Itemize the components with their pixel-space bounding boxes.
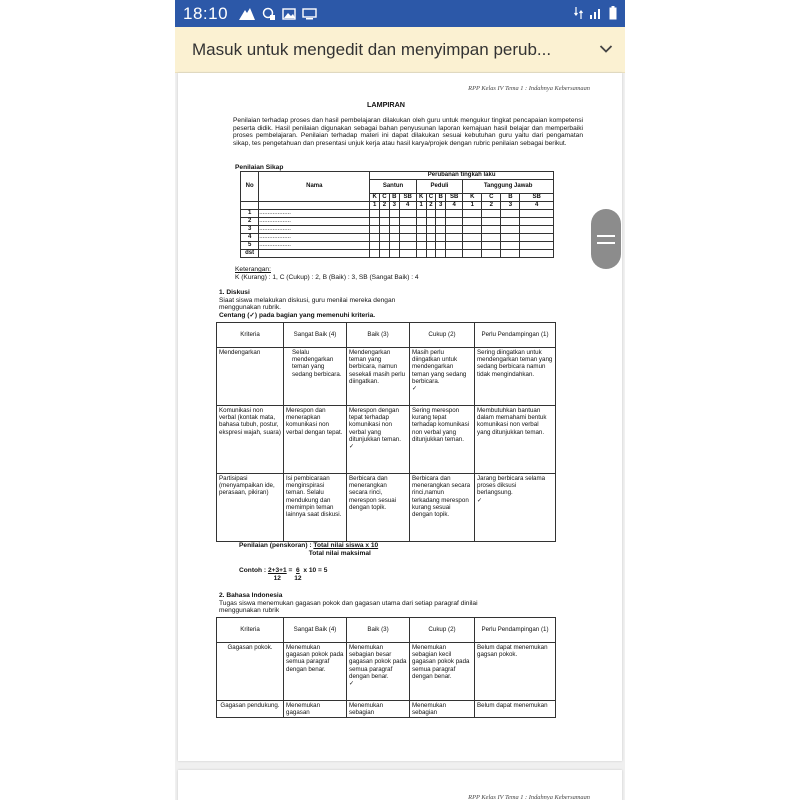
diskusi-heading: 1. Diskusi xyxy=(219,289,250,296)
phone-screen xyxy=(175,0,625,800)
check-mark: ✓ xyxy=(477,496,483,504)
num: 4 xyxy=(520,202,554,210)
col-nama: Nama xyxy=(259,172,370,202)
bahasa-desc: Tugas siswa menemukan gagasan pokok dan gagasan utama dari setiap paragraf dinilai menggunakan rubrik xyxy=(219,599,478,615)
bahasa-section xyxy=(219,592,489,615)
group-santun: Santun xyxy=(370,180,416,194)
table-row: Partisipasi (menyampaikan ide, perasaan, pikiran) Isi pembicaraan menginspirasi teman. Selalu mendukung dan memimpin teman lainnya saat diskusi. Berbicara dan menerangkan secara rinci, merespon sesuai dengan topik. Berbicara dan menerangkan secara rinci,namun terkadang merespon kurang sesuai dengan topik. Jarang berbicara selama proses diksusi berlangsung. ✓ xyxy=(217,474,556,542)
table-row: Mendengarkan Selalu mendengarkan teman yang sedang berbicara. Mendengarkan teman yang berbicara, namun sesekali masih perlu diingatkan. Masih perlu diingatkan untuk mendengarkan teman yang sedang berbicara. ✓ Sering diingatkan untuk mendengarkan teman yang sedang berbicara namun tidak mengindahkan. xyxy=(217,348,556,406)
table-row: Gagasan pokok. Menemukan gagasan pokok pada semua paragraf dengan benar. Menemukan sebagian besar gagasan pokok pada semua paragraf dengan benar. ✓ Menemukan sebagian kecil gagasan pokok pada semua paragraf dengan benar. Belum dapat menemukan gagsan pokok. xyxy=(217,643,556,701)
num: 3 xyxy=(436,202,446,210)
sikap-table xyxy=(240,171,554,258)
status-time: 18:10 xyxy=(183,3,229,23)
vpn-icon xyxy=(262,7,276,21)
col-perubahan: Perubanan tingkah laku xyxy=(370,172,554,180)
letter-b: B xyxy=(436,194,446,202)
num: 2 xyxy=(426,202,436,210)
table-row: 3 ................... xyxy=(241,226,554,234)
status-bar xyxy=(175,0,625,27)
num: 4 xyxy=(399,202,416,210)
signal-icon xyxy=(589,7,603,21)
right-margin xyxy=(625,0,800,800)
cast-icon xyxy=(302,8,317,20)
num: 1 xyxy=(463,202,482,210)
diskusi-rubric-table: Kriteria Sangat Baik (4) Baik (3) Cukup (2) Perlu Pendampingan (1) Mendengarkan Selalu mendengarkan teman yang sedang berbicara. Mendengarkan teman yang berbicara, namun sesekali masih perlu diingatkan. Masih perlu diingatkan untuk mendengarkan teman yang sedang berbicara. ✓ Sering diingatkan untuk mendengarkan teman yang sedang berbicara namun tidak mengindahkan. Komunikasi non verbal (kontak mata, bahasa tubuh, postur, ekspresi wajah, suara) Merespon dan menerapkan komunikasi non verbal dengan tepat. Merespon dengan tepat terhadap komunikasi non verbal yang ditunjukkan teman. ✓ Sering merespon kurang tepat terhadap komunikasi non verbal yang ditunjukkan teman. Membutuhkan bantuan dalam memahami bentuk komunikasi non verbal yang ditunjukkan teman. Partisipasi (menyampaikan ide, perasaan, pikiran) Isi pembicaraan menginspirasi teman. Selalu mendukung dan memimpin teman lainnya saat diskusi. Berbicara dan menerangkan secara rinci, merespon sesuai dengan topik. Berbicara dan menerangkan secara rinci,namun terkadang merespon kurang sesuai dengan topik. Jarang berbicara selama proses diksusi berlangsung. ✓ xyxy=(216,322,556,542)
num: 1 xyxy=(416,202,426,210)
bahasa-rubric-table: Kriteria Sangat Baik (4) Baik (3) Cukup (2) Perlu Pendampingan (1) Gagasan pokok. Menemukan gagasan pokok pada semua paragraf dengan benar. Menemukan sebagian besar gagasan pokok pada semua paragraf dengan benar. ✓ Menemukan sebagian kecil gagasan pokok pada semua paragraf dengan benar. Belum dapat menemukan gagsan pokok. Gagasan pendukung. Menemukan gagasan Menemukan sebagian Menemukan sebagian Belum dapat menemukan xyxy=(216,617,556,718)
letter-k: K xyxy=(463,194,482,202)
letter-c: C xyxy=(426,194,436,202)
intro-paragraph: Penilaian terhadap proses dan hasil pembelajaran dilakukan oleh guru untuk mengukur tingkat pencapaian kompetensi peserta didik. Hasil penilaian digunakan sebagai bahan penyusunan laporan kemajuan hasil belajar dan memperbaiki proses pembelajaran. Penilaian terhadap materi ini dapat dilakukan sesuai kebutuhan guru yaitu dari pengamatan sikap, tes pengetahuan dan presentasi unjuk kerja atau hasil karya/projek dengan rubric penilaian sebagai berikut. xyxy=(233,117,583,147)
document-page-2 xyxy=(178,770,622,800)
diskusi-desc: Siaat siswa melakukan diskusi, guru menilai mereka dengan menggunakan rubrik. xyxy=(219,296,396,312)
scroll-handle[interactable] xyxy=(591,209,621,269)
left-margin xyxy=(0,0,175,800)
check-mark: ✓ xyxy=(349,442,355,450)
page-header: RPP Kelas IV Tema 1 : Indahnya Kebersamaan xyxy=(468,794,590,800)
banner-text: Masuk untuk mengedit dan menyimpan perub... xyxy=(192,39,552,59)
table-row: Komunikasi non verbal (kontak mata, bahasa tubuh, postur, ekspresi wajah, suara) Merespon dan menerapkan komunikasi non verbal dengan tepat. Merespon dengan tepat terhadap komunikasi non verbal yang ditunjukkan teman. ✓ Sering merespon kurang tepat terhadap komunikasi non verbal yang ditunjukkan teman. Membutuhkan bantuan dalam memahami bentuk komunikasi non verbal yang ditunjukkan teman. xyxy=(217,406,556,474)
keterangan xyxy=(235,266,419,281)
battery-icon xyxy=(609,6,617,22)
notification-icon xyxy=(238,7,256,21)
document-page-1 xyxy=(178,73,622,761)
table-row: 4 ................... xyxy=(241,234,554,242)
table-row: 2 ................... xyxy=(241,218,554,226)
data-arrows-icon xyxy=(574,6,583,22)
letter-sb: SB xyxy=(399,194,416,202)
group-tanggung-jawab: Tanggung Jawab xyxy=(463,180,554,194)
table-row: 1 ................... xyxy=(241,210,554,218)
penilaian-formula: Penilaian (penskoran) : Total nilai siswa x 10 Total nilai maksimal xyxy=(239,542,379,557)
diskusi-centang: Centang (✓) pada bagian yang memenuhi kriteria. xyxy=(219,311,376,319)
table-row: dst xyxy=(241,250,554,258)
col-no: No xyxy=(241,172,259,202)
table-row: Gagasan pendukung. Menemukan gagasan Menemukan sebagian Menemukan sebagian Belum dapat menemukan xyxy=(217,701,556,718)
check-mark: ✓ xyxy=(349,679,355,687)
check-mark: ✓ xyxy=(412,384,418,392)
diskusi-section xyxy=(219,289,429,320)
sikap-heading: Penilaian Sikap xyxy=(235,164,284,171)
num: 4 xyxy=(446,202,463,210)
sign-in-banner[interactable] xyxy=(175,27,625,73)
letter-c: C xyxy=(380,194,390,202)
num: 2 xyxy=(482,202,501,210)
letter-sb: SB xyxy=(520,194,554,202)
letter-sb: SB xyxy=(446,194,463,202)
page-title: LAMPIRAN xyxy=(367,100,405,109)
page-header: RPP Kelas IV Tema 1 : Indahnya Kebersamaan xyxy=(468,85,590,92)
letter-c: C xyxy=(482,194,501,202)
num: 3 xyxy=(389,202,399,210)
chevron-down-icon[interactable] xyxy=(599,41,613,59)
num: 3 xyxy=(501,202,520,210)
table-row: 5 ................... xyxy=(241,242,554,250)
image-icon xyxy=(282,8,296,20)
letter-b: B xyxy=(501,194,520,202)
letter-k: K xyxy=(416,194,426,202)
keterangan-text: K (Kurang) : 1, C (Cukup) : 2, B (Baik) : 3, SB (Sangat Baik) : 4 xyxy=(235,273,419,281)
num: 2 xyxy=(380,202,390,210)
letter-b: B xyxy=(389,194,399,202)
contoh-formula: Contoh : $\frac{2+3+1}{12}$ = $\frac{6}{12}$ x 10 = 5 xyxy=(239,567,328,582)
num: 1 xyxy=(370,202,380,210)
bahasa-heading: 2. Bahasa Indonesia xyxy=(219,592,283,599)
letter-k: K xyxy=(370,194,380,202)
group-peduli: Peduli xyxy=(416,180,462,194)
keterangan-label: Keterangan: xyxy=(235,266,271,273)
